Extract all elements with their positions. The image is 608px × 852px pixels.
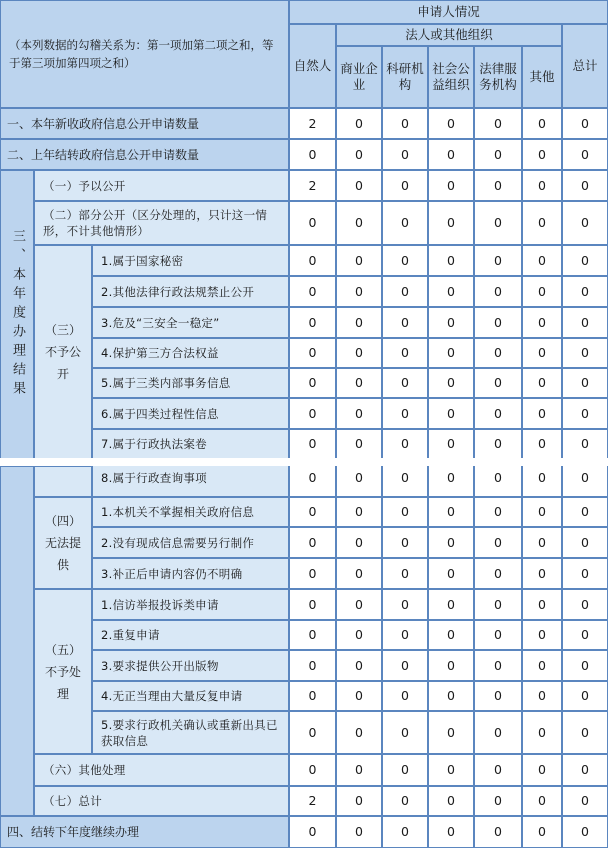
applicant-situation-header: 申请人情况 bbox=[289, 0, 608, 24]
value-cell: 0 bbox=[289, 681, 336, 711]
value-cell: 0 bbox=[522, 650, 562, 681]
value-cell: 0 bbox=[522, 786, 562, 816]
table-gap bbox=[0, 458, 608, 466]
value-cell: 0 bbox=[522, 368, 562, 398]
value-cell: 0 bbox=[522, 681, 562, 711]
value-cell: 0 bbox=[474, 307, 522, 338]
value-cell: 0 bbox=[428, 711, 474, 754]
value-cell: 0 bbox=[562, 527, 608, 558]
column-public-welfare: 社会公益组织 bbox=[428, 46, 474, 108]
value-cell: 0 bbox=[562, 459, 608, 497]
value-cell: 0 bbox=[336, 558, 382, 589]
value-cell: 0 bbox=[382, 201, 428, 245]
value-cell: 0 bbox=[474, 558, 522, 589]
value-cell: 0 bbox=[562, 170, 608, 201]
value-cell: 0 bbox=[382, 816, 428, 848]
value-cell: 0 bbox=[522, 338, 562, 368]
value-cell: 0 bbox=[336, 681, 382, 711]
value-cell: 0 bbox=[336, 338, 382, 368]
value-cell: 0 bbox=[522, 754, 562, 786]
value-cell: 0 bbox=[289, 429, 336, 459]
value-cell: 0 bbox=[428, 139, 474, 170]
value-cell: 0 bbox=[562, 558, 608, 589]
value-cell: 0 bbox=[289, 754, 336, 786]
value-cell: 0 bbox=[474, 620, 522, 650]
row-label: 5.属于三类内部事务信息 bbox=[92, 368, 289, 398]
value-cell: 0 bbox=[522, 139, 562, 170]
value-cell: 0 bbox=[428, 338, 474, 368]
value-cell: 0 bbox=[562, 245, 608, 276]
value-cell: 0 bbox=[562, 786, 608, 816]
value-cell: 2 bbox=[289, 786, 336, 816]
value-cell: 0 bbox=[289, 338, 336, 368]
value-cell: 0 bbox=[562, 307, 608, 338]
legal-org-header: 法人或其他组织 bbox=[336, 24, 562, 46]
value-cell: 2 bbox=[289, 108, 336, 139]
value-cell: 0 bbox=[428, 754, 474, 786]
value-cell: 0 bbox=[289, 368, 336, 398]
value-cell: 0 bbox=[382, 681, 428, 711]
row-label: 3.补正后申请内容仍不明确 bbox=[92, 558, 289, 589]
value-cell: 0 bbox=[428, 245, 474, 276]
value-cell: 0 bbox=[336, 650, 382, 681]
group-three-continued bbox=[34, 466, 92, 497]
value-cell: 0 bbox=[289, 201, 336, 245]
value-cell: 0 bbox=[428, 368, 474, 398]
value-cell: 0 bbox=[382, 307, 428, 338]
value-cell: 0 bbox=[336, 429, 382, 459]
value-cell: 0 bbox=[382, 650, 428, 681]
row-label: （一）予以公开 bbox=[34, 170, 289, 201]
value-cell: 0 bbox=[289, 816, 336, 848]
value-cell: 0 bbox=[522, 398, 562, 429]
row-label: 4.保护第三方合法权益 bbox=[92, 338, 289, 368]
value-cell: 0 bbox=[382, 108, 428, 139]
value-cell: 0 bbox=[289, 711, 336, 754]
row-label: 1.本机关不掌握相关政府信息 bbox=[92, 497, 289, 527]
row-label: 四、结转下年度继续办理 bbox=[0, 816, 289, 848]
value-cell: 0 bbox=[336, 589, 382, 620]
value-cell: 0 bbox=[562, 398, 608, 429]
value-cell: 0 bbox=[428, 201, 474, 245]
value-cell: 0 bbox=[562, 650, 608, 681]
row-label: 6.属于四类过程性信息 bbox=[92, 398, 289, 429]
value-cell: 0 bbox=[562, 139, 608, 170]
value-cell: 0 bbox=[382, 170, 428, 201]
value-cell: 0 bbox=[428, 459, 474, 497]
value-cell: 0 bbox=[474, 139, 522, 170]
group-five-label: （五）不予处理 bbox=[34, 589, 92, 754]
value-cell: 0 bbox=[428, 589, 474, 620]
value-cell: 0 bbox=[428, 558, 474, 589]
value-cell: 0 bbox=[428, 620, 474, 650]
value-cell: 0 bbox=[428, 527, 474, 558]
value-cell: 0 bbox=[289, 558, 336, 589]
group-four-label: （四）无法提供 bbox=[34, 497, 92, 589]
value-cell: 0 bbox=[474, 429, 522, 459]
value-cell: 0 bbox=[289, 307, 336, 338]
value-cell: 0 bbox=[474, 711, 522, 754]
value-cell: 0 bbox=[336, 368, 382, 398]
row-label: 2.重复申请 bbox=[92, 620, 289, 650]
column-commercial: 商业企业 bbox=[336, 46, 382, 108]
value-cell: 0 bbox=[522, 276, 562, 307]
value-cell: 0 bbox=[382, 527, 428, 558]
value-cell: 0 bbox=[336, 276, 382, 307]
value-cell: 0 bbox=[474, 398, 522, 429]
value-cell: 0 bbox=[562, 816, 608, 848]
value-cell: 0 bbox=[382, 786, 428, 816]
column-total: 总计 bbox=[562, 24, 608, 108]
value-cell: 0 bbox=[289, 245, 336, 276]
value-cell: 0 bbox=[562, 711, 608, 754]
value-cell: 0 bbox=[336, 245, 382, 276]
value-cell: 0 bbox=[474, 589, 522, 620]
value-cell: 0 bbox=[289, 620, 336, 650]
value-cell: 0 bbox=[522, 170, 562, 201]
value-cell: 0 bbox=[336, 307, 382, 338]
value-cell: 0 bbox=[474, 459, 522, 497]
value-cell: 0 bbox=[522, 589, 562, 620]
value-cell: 0 bbox=[336, 398, 382, 429]
section-three-label: 三、本年度办理结果 bbox=[0, 170, 34, 459]
row-label: 5.要求行政机关确认或重新出具已获取信息 bbox=[92, 711, 289, 754]
value-cell: 0 bbox=[474, 497, 522, 527]
column-natural-person: 自然人 bbox=[289, 24, 336, 108]
value-cell: 0 bbox=[382, 276, 428, 307]
value-cell: 0 bbox=[336, 620, 382, 650]
value-cell: 0 bbox=[474, 245, 522, 276]
value-cell: 0 bbox=[382, 711, 428, 754]
group-three-label: （三）不予公开 bbox=[34, 245, 92, 459]
section-three-continued bbox=[0, 466, 34, 816]
value-cell: 0 bbox=[522, 459, 562, 497]
value-cell: 0 bbox=[428, 650, 474, 681]
row-label: 3.危及“三安全一稳定” bbox=[92, 307, 289, 338]
value-cell: 0 bbox=[289, 139, 336, 170]
value-cell: 0 bbox=[522, 816, 562, 848]
row-label: 7.属于行政执法案卷 bbox=[92, 429, 289, 459]
value-cell: 0 bbox=[382, 338, 428, 368]
value-cell: 0 bbox=[562, 201, 608, 245]
value-cell: 0 bbox=[289, 398, 336, 429]
row-label: （六）其他处理 bbox=[34, 754, 289, 786]
value-cell: 0 bbox=[522, 497, 562, 527]
value-cell: 0 bbox=[382, 245, 428, 276]
value-cell: 0 bbox=[336, 816, 382, 848]
value-cell: 0 bbox=[382, 589, 428, 620]
row-label: 3.要求提供公开出版物 bbox=[92, 650, 289, 681]
value-cell: 0 bbox=[474, 276, 522, 307]
value-cell: 0 bbox=[474, 108, 522, 139]
value-cell: 0 bbox=[474, 201, 522, 245]
value-cell: 0 bbox=[562, 681, 608, 711]
value-cell: 0 bbox=[382, 497, 428, 527]
value-cell: 0 bbox=[289, 589, 336, 620]
value-cell: 0 bbox=[336, 108, 382, 139]
row-label: （七）总计 bbox=[34, 786, 289, 816]
value-cell: 0 bbox=[562, 497, 608, 527]
value-cell: 0 bbox=[522, 527, 562, 558]
value-cell: 0 bbox=[289, 276, 336, 307]
value-cell: 0 bbox=[474, 368, 522, 398]
row-label: 1.属于国家秘密 bbox=[92, 245, 289, 276]
value-cell: 0 bbox=[382, 620, 428, 650]
value-cell: 0 bbox=[562, 368, 608, 398]
value-cell: 0 bbox=[428, 429, 474, 459]
row-label: 4.无正当理由大量反复申请 bbox=[92, 681, 289, 711]
row-label: 2.没有现成信息需要另行制作 bbox=[92, 527, 289, 558]
value-cell: 0 bbox=[428, 276, 474, 307]
value-cell: 0 bbox=[562, 620, 608, 650]
value-cell: 0 bbox=[428, 170, 474, 201]
value-cell: 0 bbox=[474, 338, 522, 368]
value-cell: 0 bbox=[474, 786, 522, 816]
value-cell: 0 bbox=[336, 497, 382, 527]
value-cell: 0 bbox=[382, 429, 428, 459]
value-cell: 0 bbox=[522, 108, 562, 139]
value-cell: 0 bbox=[562, 589, 608, 620]
value-cell: 0 bbox=[336, 201, 382, 245]
row-label: 8.属于行政查询事项 bbox=[92, 459, 289, 497]
value-cell: 0 bbox=[474, 527, 522, 558]
value-cell: 0 bbox=[474, 681, 522, 711]
value-cell: 0 bbox=[562, 108, 608, 139]
value-cell: 0 bbox=[562, 429, 608, 459]
value-cell: 0 bbox=[522, 620, 562, 650]
value-cell: 0 bbox=[522, 711, 562, 754]
value-cell: 0 bbox=[289, 527, 336, 558]
value-cell: 0 bbox=[382, 139, 428, 170]
value-cell: 2 bbox=[289, 170, 336, 201]
value-cell: 0 bbox=[428, 786, 474, 816]
value-cell: 0 bbox=[336, 459, 382, 497]
value-cell: 0 bbox=[562, 338, 608, 368]
value-cell: 0 bbox=[428, 108, 474, 139]
value-cell: 0 bbox=[562, 276, 608, 307]
value-cell: 0 bbox=[336, 754, 382, 786]
value-cell: 0 bbox=[382, 368, 428, 398]
value-cell: 0 bbox=[562, 754, 608, 786]
value-cell: 0 bbox=[289, 650, 336, 681]
row-label: 2.其他法律行政法规禁止公开 bbox=[92, 276, 289, 307]
value-cell: 0 bbox=[289, 459, 336, 497]
value-cell: 0 bbox=[382, 558, 428, 589]
value-cell: 0 bbox=[289, 497, 336, 527]
value-cell: 0 bbox=[336, 786, 382, 816]
value-cell: 0 bbox=[474, 754, 522, 786]
value-cell: 0 bbox=[336, 711, 382, 754]
value-cell: 0 bbox=[522, 558, 562, 589]
row-label: 1.信访举报投诉类申请 bbox=[92, 589, 289, 620]
row-label: 一、本年新收政府信息公开申请数量 bbox=[0, 108, 289, 139]
value-cell: 0 bbox=[382, 754, 428, 786]
value-cell: 0 bbox=[336, 139, 382, 170]
value-cell: 0 bbox=[336, 527, 382, 558]
value-cell: 0 bbox=[428, 816, 474, 848]
column-legal-service: 法律服务机构 bbox=[474, 46, 522, 108]
row-label: 二、上年结转政府信息公开申请数量 bbox=[0, 139, 289, 170]
value-cell: 0 bbox=[382, 398, 428, 429]
row-note: （本列数据的勾稽关系为：第一项加第二项之和，等于第三项加第四项之和） bbox=[0, 0, 289, 108]
value-cell: 0 bbox=[428, 681, 474, 711]
value-cell: 0 bbox=[428, 398, 474, 429]
value-cell: 0 bbox=[522, 429, 562, 459]
value-cell: 0 bbox=[336, 170, 382, 201]
value-cell: 0 bbox=[474, 816, 522, 848]
value-cell: 0 bbox=[428, 497, 474, 527]
column-research: 科研机构 bbox=[382, 46, 428, 108]
column-other: 其他 bbox=[522, 46, 562, 108]
value-cell: 0 bbox=[522, 201, 562, 245]
row-label: （二）部分公开（区分处理的，只计这一情形，不计其他情形） bbox=[34, 201, 289, 245]
value-cell: 0 bbox=[522, 245, 562, 276]
value-cell: 0 bbox=[474, 170, 522, 201]
value-cell: 0 bbox=[382, 459, 428, 497]
value-cell: 0 bbox=[474, 650, 522, 681]
value-cell: 0 bbox=[522, 307, 562, 338]
value-cell: 0 bbox=[428, 307, 474, 338]
